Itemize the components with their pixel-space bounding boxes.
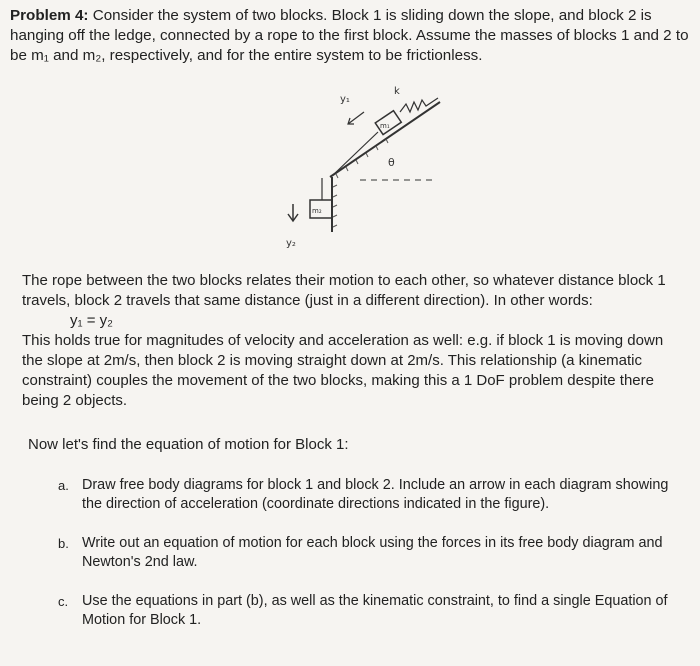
list-item-text: Write out an equation of motion for each block using the forces in its free body diagram and Newton's 2nd law. <box>82 535 663 570</box>
explanation-para-1: The rope between the two blocks relates their motion to each other, so whatever distance block 1 travels, block 2 travels that same distance (just in a different direction). In other words: <box>22 272 666 309</box>
label-y1: y₁ <box>340 94 350 105</box>
explanation-para-2: This holds true for magnitudes of velocity and acceleration as well: e.g. if block 1 is moving down the slope at 2m/s, then block 2 is moving straight down at 2m/s. This relationship (a kinematic constraint) couples the movement of the two blocks, making this a 1 DoF problem despite there being 2 objects. <box>22 332 664 409</box>
label-theta: θ <box>388 156 395 169</box>
label-m2: m₂ <box>312 207 322 215</box>
problem-statement <box>10 6 690 66</box>
y1-arrow <box>348 112 364 124</box>
wall-hatching <box>333 185 337 227</box>
list-marker: c. <box>58 594 69 609</box>
section-lead: Now let's find the equation of motion for Block 1: <box>28 436 349 453</box>
incline-surface <box>330 102 440 177</box>
incline-diagram <box>260 82 460 262</box>
explanation <box>22 271 682 411</box>
list-item-text: Use the equations in part (b), as well as the kinematic constraint, to find a single Equation of Motion for Block 1. <box>82 593 668 628</box>
list-item-text: Draw free body diagrams for block 1 and block 2. Include an arrow in each diagram showing the direction of acceleration (coordinate directions indicated in the figure). <box>82 477 669 512</box>
label-k: k <box>394 86 400 97</box>
rope <box>332 132 378 176</box>
problem-intro-text: Consider the system of two blocks. Block 1 is sliding down the slope, and block 2 is hanging off the ledge, connected by a rope to the first block. Assume the masses of blocks 1 and 2 to be m₁ and m₂, respectively, and for the entire system to be frictionless. <box>10 7 689 64</box>
list-marker: a. <box>58 478 69 493</box>
list-item-b <box>58 534 678 572</box>
list-item-c <box>58 592 678 630</box>
spring <box>400 98 438 112</box>
problem-label: Problem 4: <box>10 7 89 24</box>
kinematic-constraint: y₁ = y₂ <box>70 312 113 329</box>
label-m1: m₁ <box>380 122 390 130</box>
incline-hatching <box>336 139 388 178</box>
list-marker: b. <box>58 536 69 551</box>
list-item-a <box>58 476 678 514</box>
label-y2: y₂ <box>286 238 296 249</box>
